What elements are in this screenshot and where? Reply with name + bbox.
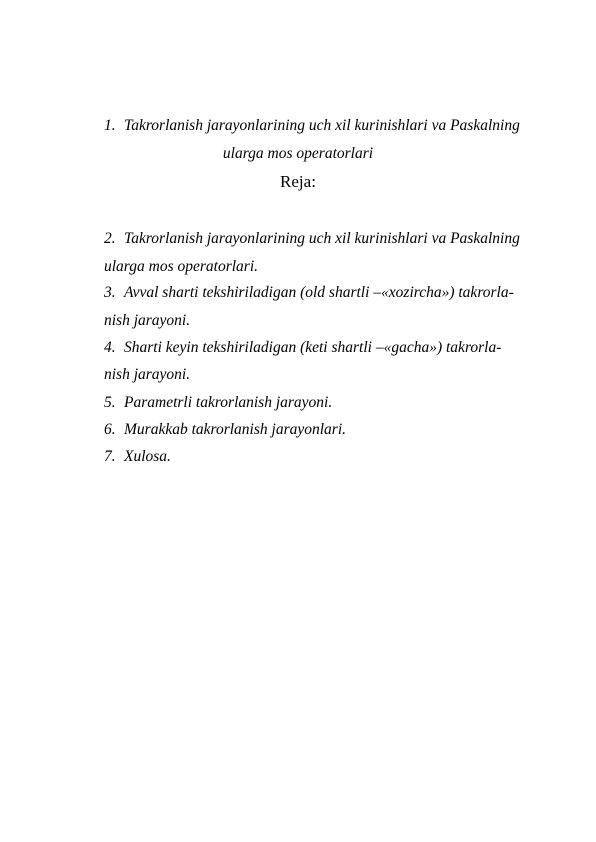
plan-item-4-number: 4. (104, 339, 116, 356)
heading-text-1: Takrorlanish jarayonlarining uch xil kurinishlari va Paskalning (124, 117, 520, 134)
plan-item-3-text-1: Avval sharti tekshiriladigan (old shartli –«xozircha») takrorla- (124, 284, 514, 301)
plan-item-5-text: Parametrli takrorlanish jarayoni. (124, 394, 333, 411)
plan-item-5-number: 5. (104, 394, 116, 411)
plan-title: Reja: (280, 172, 316, 191)
plan-item-6-text: Murakkab takrorlanish jarayonlari. (124, 421, 347, 438)
plan-item-7-number: 7. (104, 448, 116, 465)
plan-item-3-text-2: nish jarayoni. (104, 312, 191, 329)
plan-item-2-text-1: Takrorlanish jarayonlarining uch xil kurinishlari va Paskalning (124, 230, 520, 247)
plan-item-3-number: 3. (104, 284, 116, 301)
plan-item-2-line-1 (104, 231, 520, 247)
heading-text-2: ularga mos operatorlari (222, 145, 374, 162)
plan-item-4-text-2: nish jarayoni. (104, 366, 191, 383)
plan-item-2-number: 2. (104, 230, 116, 247)
plan-item-7 (104, 449, 171, 465)
plan-item-6 (104, 422, 346, 438)
plan-item-4-line-1 (104, 340, 501, 356)
plan-item-3-line-1 (104, 285, 514, 301)
plan-item-2-text-2: ularga mos operatorlari. (104, 258, 259, 275)
plan-item-4-text-1: Sharti keyin tekshiriladigan (keti shartli –«gacha») takrorla- (124, 339, 502, 356)
plan-item-5 (104, 395, 332, 411)
heading-line-1 (104, 118, 520, 134)
plan-item-6-number: 6. (104, 421, 116, 438)
plan-item-7-text: Xulosa. (124, 448, 171, 465)
heading-number: 1. (104, 117, 116, 134)
